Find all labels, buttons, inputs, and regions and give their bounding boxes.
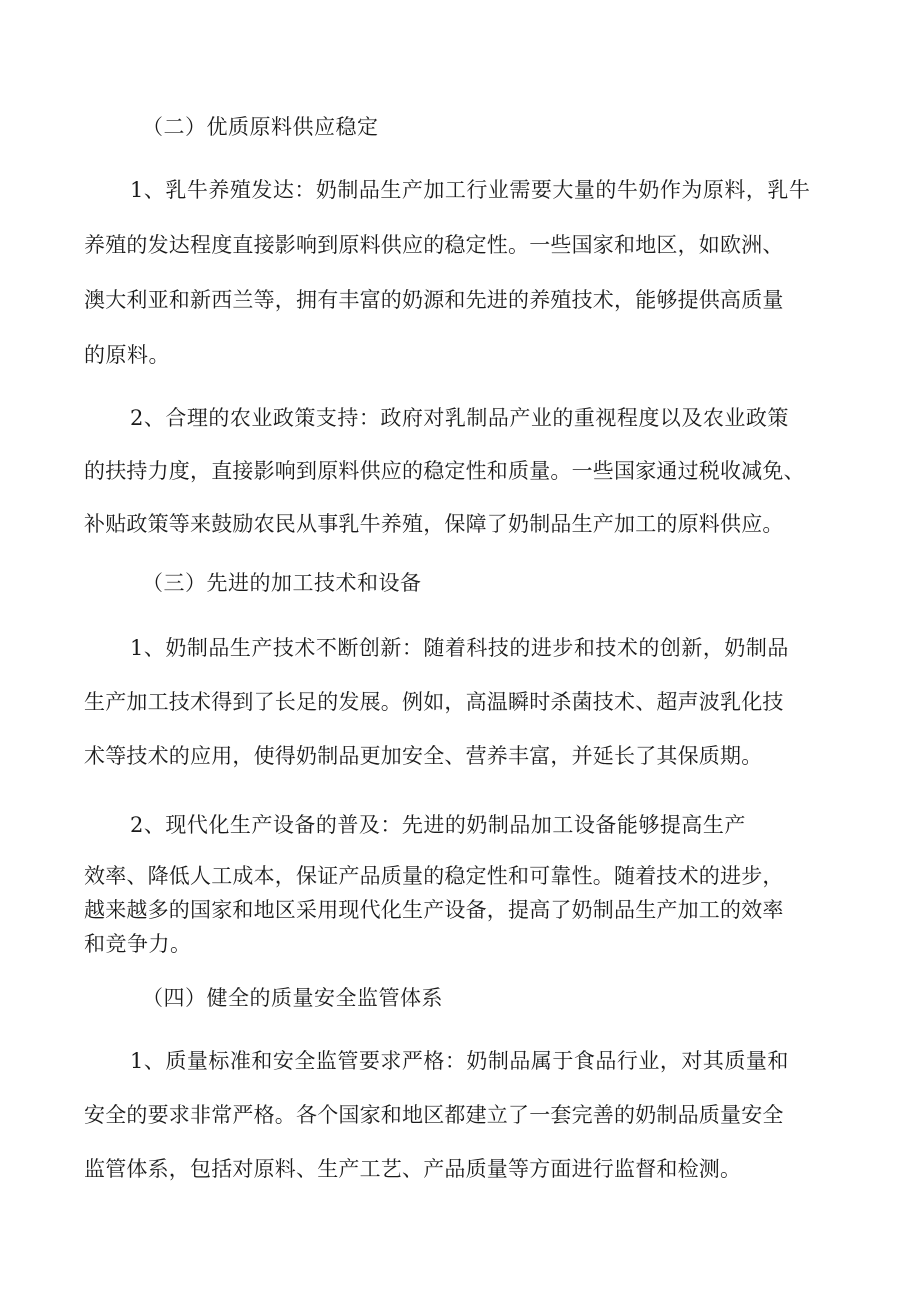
paragraph-line: 越来越多的国家和地区采用现代化生产设备，提高了奶制品生产加工的效率 xyxy=(84,898,784,922)
paragraph-line: 1、乳牛养殖发达：奶制品生产加工行业需要大量的牛奶作为原料，乳牛 xyxy=(130,178,811,202)
section-heading: （三）先进的加工技术和设备 xyxy=(142,571,422,595)
paragraph-line: 1、奶制品生产技术不断创新：随着科技的进步和技术的创新，奶制品 xyxy=(130,636,789,660)
paragraph-line: 监管体系，包括对原料、生产工艺、产品质量等方面进行监督和检测。 xyxy=(84,1157,742,1181)
paragraph-line: 2、合理的农业政策支持：政府对乳制品产业的重视程度以及农业政策 xyxy=(130,406,789,430)
paragraph-line: 补贴政策等来鼓励农民从事乳牛养殖，保障了奶制品生产加工的原料供应。 xyxy=(84,512,784,536)
paragraph-line: 生产加工技术得到了长足的发展。例如，高温瞬时杀菌技术、超声波乳化技 xyxy=(84,690,784,714)
paragraph-line: 的扶持力度，直接影响到原料供应的稳定性和质量。一些国家通过税收减免、 xyxy=(84,459,805,483)
paragraph-line: 澳大利亚和新西兰等，拥有丰富的奶源和先进的养殖技术，能够提供高质量 xyxy=(84,288,784,312)
paragraph-line: 1、质量标准和安全监管要求严格：奶制品属于食品行业，对其质量和 xyxy=(130,1049,789,1073)
paragraph-line: 效率、降低人工成本，保证产品质量的稳定性和可靠性。随着技术的进步， xyxy=(84,864,784,888)
section-heading: （四）健全的质量安全监管体系 xyxy=(142,986,443,1010)
paragraph-line: 术等技术的应用，使得奶制品更加安全、营养丰富，并延长了其保质期。 xyxy=(84,744,763,768)
paragraph-line: 和竞争力。 xyxy=(84,932,192,956)
paragraph-line: 2、现代化生产设备的普及：先进的奶制品加工设备能够提高生产 xyxy=(130,813,746,837)
paragraph-line: 的原料。 xyxy=(84,343,170,367)
paragraph-line: 安全的要求非常严格。各个国家和地区都建立了一套完善的奶制品质量安全 xyxy=(84,1103,784,1127)
paragraph-line: 养殖的发达程度直接影响到原料供应的稳定性。一些国家和地区，如欧洲、 xyxy=(84,233,784,257)
section-heading: （二）优质原料供应稳定 xyxy=(142,115,379,139)
